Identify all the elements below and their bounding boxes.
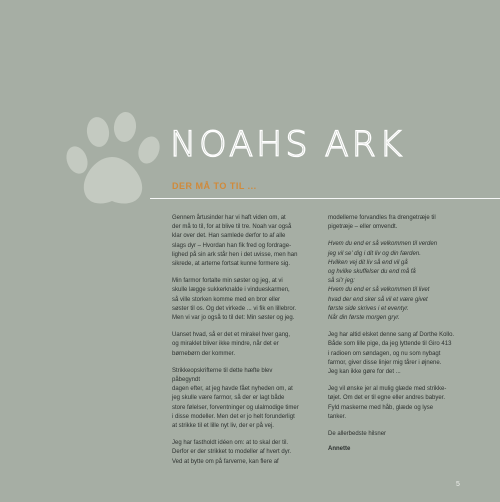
page-title: NOAHS ARK bbox=[170, 125, 405, 165]
text-column-right bbox=[328, 214, 460, 462]
paw-print-icon bbox=[62, 112, 166, 212]
paragraph: Jeg har fastholdt idéen om: at to skal der til. Derfor er der strikket to modeller af hvert dyr. Ved at bytte om på farverne, kan flere af bbox=[172, 440, 292, 465]
paragraph: Uanset hvad, så er det et mirakel hver gang, og miraklet bliver ikke mindre, når det er børnebørn der kommer. bbox=[172, 332, 291, 357]
page-subtitle: DER MÅ TO TIL ... bbox=[172, 181, 257, 191]
paragraph: Gennem årtusinder har vi haft viden om, at der må to til, for at blive til tre. Noah var også klar over det. Han samlede derfor to af alle slags dyr – Hvordan han fik fred og fordrage- lighed på sin ark står hen i det uvisse, men han sikrede, at arterne fortsat kunne formere sig. bbox=[172, 215, 298, 268]
closing-greeting: De allerbedste hilsner bbox=[328, 431, 387, 438]
paragraph: modellerne forvandles fra drengetræje til pigetræje – eller omvendt. bbox=[328, 215, 436, 231]
paragraph: Jeg vil ønske jer al mulig glæde med strikke- tøjet. Om det er til egne eller andres babyer. Fyld maskerne med håb, glæde og lyse tanker. bbox=[328, 386, 447, 420]
paragraph: Jeg har altid elsket denne sang af Dorthe Kollo. Både som lille pige, da jeg lyttende til Giro 413 i radioen om søndagen, og nu som nybagt farmor, giver disse linjer mig tårer i øjnene. Jeg kan ikke gøre for det ... bbox=[328, 332, 455, 376]
paragraph: Min farmor fortalte min søster og jeg, at vi skulle lægge sukkerknalde i vindueskarmen, så ville storken komme med en bror eller søster til os. Og det virkede ... vi fik en lillebror. Men vi var jo også to til det: Min søster og jeg. bbox=[172, 278, 297, 322]
text-column-left bbox=[172, 214, 300, 475]
header-divider bbox=[150, 198, 500, 199]
page-number: 5 bbox=[456, 481, 460, 488]
signature: Annette bbox=[328, 446, 351, 453]
paragraph: Strikkeopskrifterne til dette hæfte blev påbegyndt dagen efter, at jeg havde fået nyheden om, at jeg skulle være farmor, så der er lagt både store følelser, forventninger og ulalmodige timer i disse modeller. Men det er jo helt forunderligt at strikke til et lille nyt liv, der er på vej. bbox=[172, 367, 299, 430]
song-verse: Hvem du end er så velkommen til verden jeg vil se' dig i dit liv og din færden. Hvilken vej dit liv så end vil gå og hvilke skuffelser du end må få så si'r jeg: Hvem du end er så velkommen til livet hvad der end sker så vil et være givet første side skrives i et eventyr. Når din første morgen gryr. bbox=[328, 241, 438, 322]
